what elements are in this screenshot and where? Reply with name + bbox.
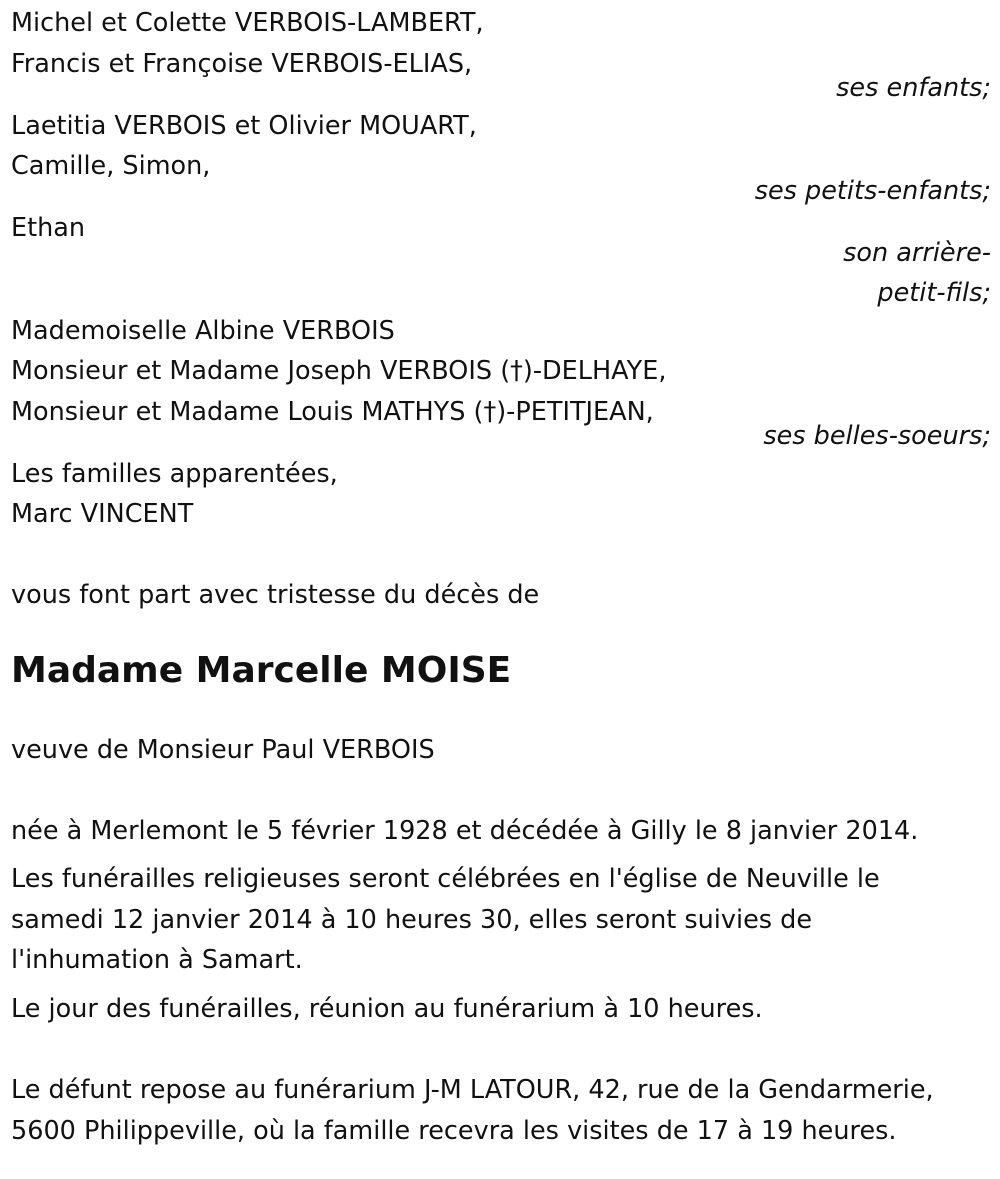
death-notice	[11, 3, 991, 1151]
grandchildren-group	[11, 106, 991, 212]
funeral-line: Les funérailles religieuses seront célébrées en l'église de Neuville le	[11, 864, 880, 894]
children-group	[11, 3, 991, 109]
funeral-paragraph	[11, 859, 991, 981]
great-grandchild-group	[11, 208, 991, 314]
family-line: Les familles apparentées,	[11, 458, 338, 489]
deceased-name: Madame Marcelle MOISE	[11, 650, 512, 691]
family-line: Monsieur et Madame Joseph VERBOIS (†)-DELHAYE,	[11, 356, 667, 386]
family-line: Ethan	[11, 213, 86, 243]
birth-death-text: née à Merlemont le 5 février 1928 et décédée à Gilly le 8 janvier 2014.	[11, 815, 919, 846]
family-line: Mademoiselle Albine VERBOIS	[11, 315, 395, 346]
relation-label: ses belles-soeurs;	[763, 421, 991, 451]
sisters-in-law-group	[11, 311, 991, 457]
family-line: Francis et Françoise VERBOIS-ELIAS,	[11, 48, 473, 79]
relation-label: ses petits-enfants;	[754, 175, 991, 206]
rest-line: 5600 Philippeville, où la famille recevra les visites de 17 à 19 heures.	[11, 1115, 897, 1146]
family-line: Michel et Colette VERBOIS-LAMBERT,	[11, 8, 484, 38]
family-line: Marc VINCENT	[11, 499, 194, 529]
relatives-group	[11, 454, 991, 535]
relation-label: ses enfants;	[836, 73, 991, 103]
family-line: Camille, Simon,	[11, 151, 211, 181]
funeral-line: l'inhumation à Samart.	[11, 945, 303, 975]
family-line: Laetitia VERBOIS et Olivier MOUART,	[11, 110, 477, 141]
rest-paragraph	[11, 1070, 991, 1151]
rest-line: Le défunt repose au funérarium J-M LATOUR, 42, rue de la Gendarmerie,	[11, 1075, 934, 1105]
family-line: Monsieur et Madame Louis MATHYS (†)-PETITJEAN,	[11, 396, 654, 427]
relation-label: son arrière-	[843, 237, 991, 268]
widow-of-text: veuve de Monsieur Paul VERBOIS	[11, 735, 435, 765]
relation-label: petit-fils;	[877, 278, 991, 308]
meeting-text: Le jour des funérailles, réunion au funérarium à 10 heures.	[11, 993, 763, 1024]
announcement-text: vous font part avec tristesse du décès de	[11, 579, 540, 610]
funeral-line: samedi 12 janvier 2014 à 10 heures 30, elles seront suivies de	[11, 904, 813, 935]
